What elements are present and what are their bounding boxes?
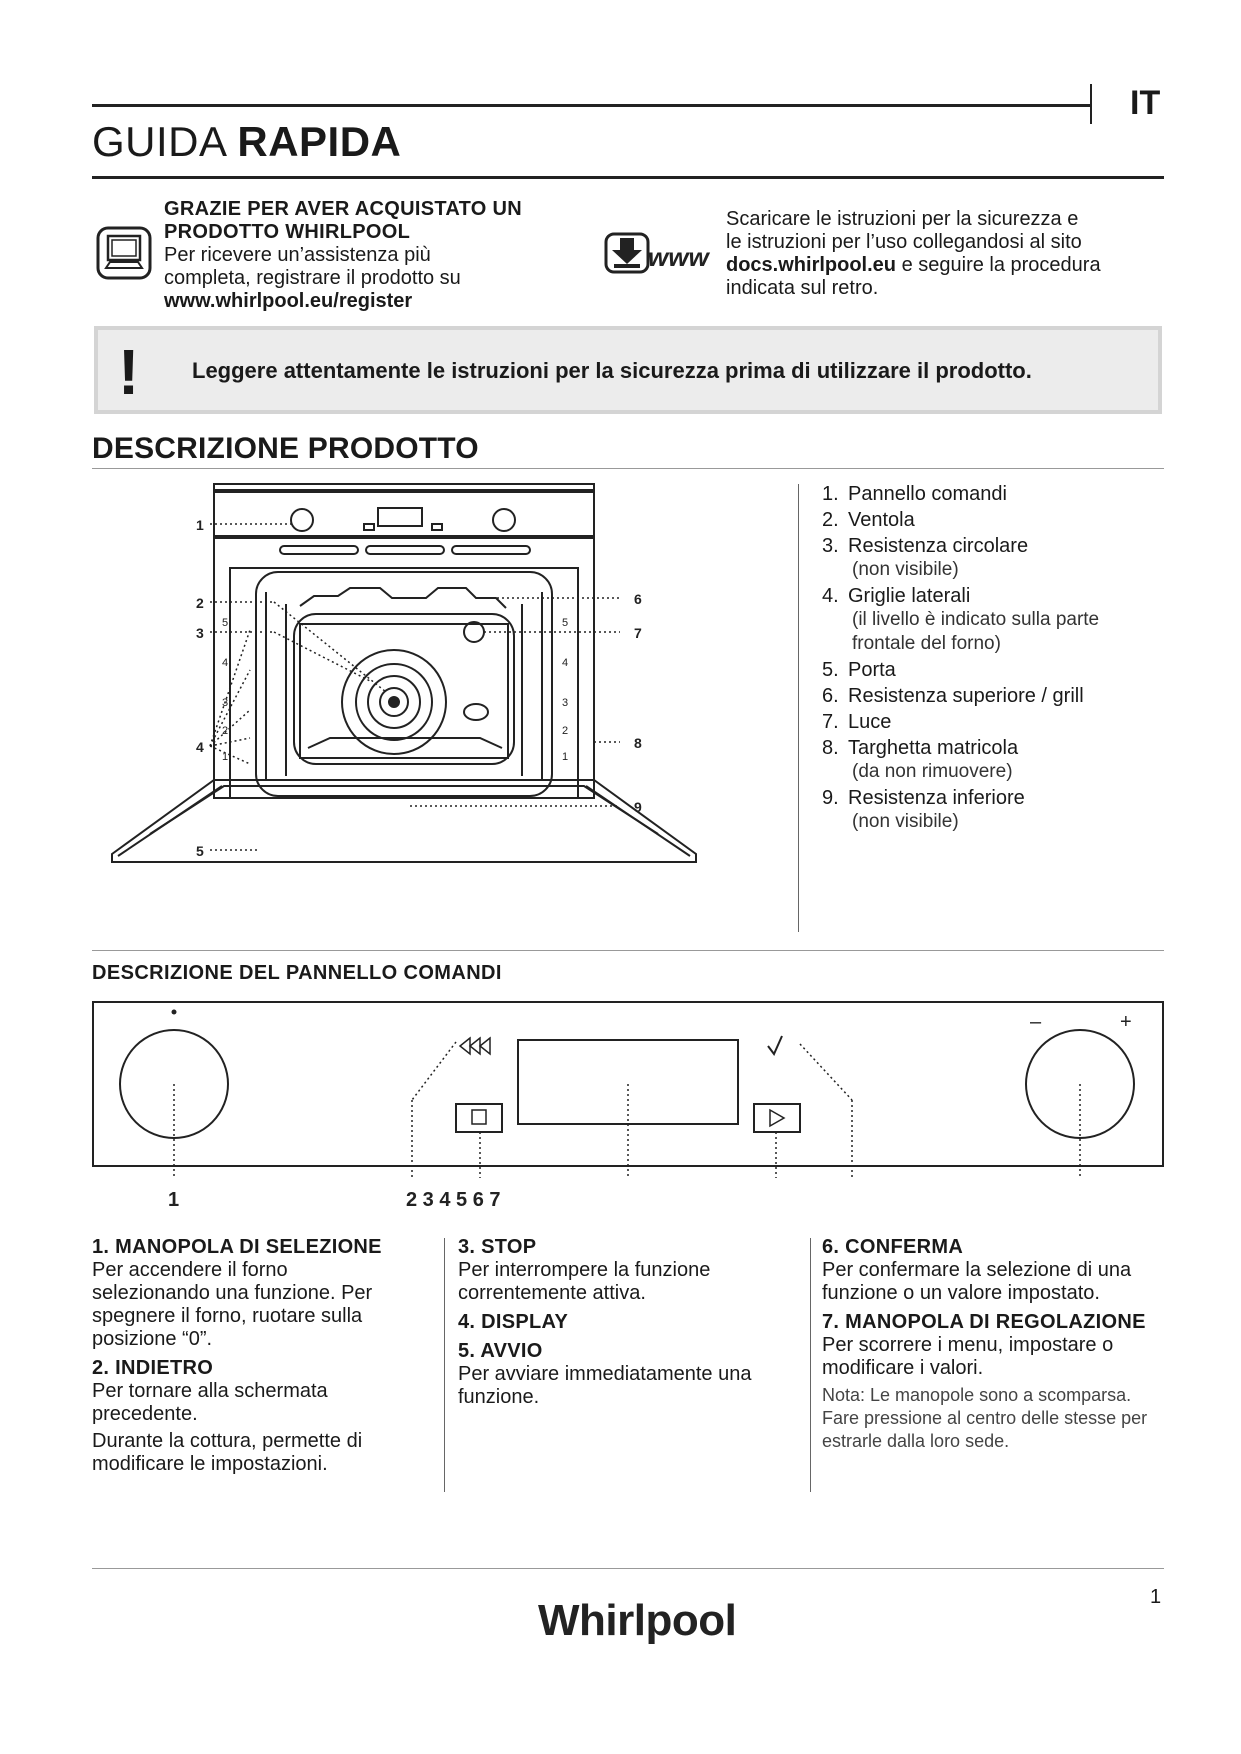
panel-col-1	[92, 1236, 432, 1476]
header-lang-divider	[1090, 84, 1092, 124]
callout-8: 8	[634, 735, 642, 751]
level-left-2: 2	[222, 725, 229, 737]
part-sub: (non visibile)	[852, 811, 959, 832]
intro-text-2: completa, registrare il prodotto su	[164, 267, 461, 289]
level-left-1: 1	[222, 751, 229, 763]
callout-2: 2	[196, 595, 204, 611]
part-label: Ventola	[848, 509, 915, 531]
callout-3: 3	[196, 625, 204, 641]
stop-icon	[472, 1110, 486, 1124]
part-num: 3.	[822, 535, 839, 557]
docs-link[interactable]: docs.whirlpool.eu	[726, 254, 897, 276]
part-label: Resistenza inferiore	[848, 787, 1025, 809]
title-bold: RAPIDA	[237, 118, 402, 165]
item-heading: 6. CONFERMA	[822, 1236, 964, 1258]
minus-label: –	[1030, 1011, 1042, 1033]
warning-exclamation-icon: !	[118, 336, 140, 408]
panel-label-1: 1	[168, 1189, 180, 1211]
level-right-5: 5	[562, 617, 569, 629]
play-icon	[770, 1110, 784, 1126]
header-bottom-rule	[92, 176, 1164, 179]
intro-heading-1: GRAZIE PER AVER ACQUISTATO UN	[164, 198, 522, 220]
header-top-rule	[92, 104, 1090, 107]
item-text: Per interrompere la funzione	[458, 1259, 711, 1281]
part-num: 7.	[822, 711, 839, 733]
footer-rule	[92, 1568, 1164, 1569]
title-light: GUIDA	[92, 118, 226, 165]
page-number: 1	[1150, 1586, 1162, 1608]
item-text: funzione o un valore impostato.	[822, 1282, 1100, 1304]
item-heading: 7. MANOPOLA DI REGOLAZIONE	[822, 1311, 1146, 1333]
oven-diagram	[110, 480, 710, 940]
level-left-4: 4	[222, 657, 229, 669]
item-text: precedente.	[92, 1403, 198, 1425]
parts-list	[822, 482, 1182, 836]
part-num: 6.	[822, 685, 839, 707]
item-text: selezionando una funzione. Per	[92, 1282, 373, 1304]
level-left-5: 5	[222, 617, 229, 629]
callout-5: 5	[196, 843, 204, 859]
page-title	[92, 118, 401, 166]
note-line: Nota: Le manopole sono a scomparsa.	[822, 1385, 1132, 1405]
item-text: Per tornare alla schermata	[92, 1380, 328, 1402]
note-line: estrarle dalla loro sede.	[822, 1431, 1010, 1451]
callout-1: 1	[196, 517, 204, 533]
part-num: 5.	[822, 659, 839, 681]
item-text: Per accendere il forno	[92, 1259, 288, 1281]
part-item	[822, 786, 1182, 834]
col-divider-2	[810, 1238, 811, 1492]
control-panel-diagram	[92, 1000, 1166, 1212]
note-line: Fare pressione al centro delle stesse per	[822, 1408, 1148, 1428]
part-label: Griglie laterali	[848, 585, 971, 607]
part-item	[822, 482, 1182, 506]
level-right-3: 3	[562, 697, 569, 709]
item-text: correntemente attiva.	[458, 1282, 646, 1304]
callout-6: 6	[634, 591, 642, 607]
panel-label-group: 2 3 4 5 6 7	[406, 1189, 501, 1211]
intro-right-3-tail: e seguire la procedura	[896, 254, 1101, 276]
part-label: Pannello comandi	[848, 483, 1007, 505]
part-label: Resistenza superiore / grill	[848, 685, 1084, 707]
section-title-description: DESCRIZIONE PRODOTTO	[92, 432, 479, 465]
intro-right-4: indicata sul retro.	[726, 277, 879, 299]
intro-right-2: le istruzioni per l’uso collegandosi al sito	[726, 231, 1082, 253]
part-sub: (il livello è indicato sulla parte	[852, 609, 1100, 630]
part-label: Luce	[848, 711, 892, 733]
item-text: Durante la cottura, permette di	[92, 1430, 363, 1452]
item-heading: 1. MANOPOLA DI SELEZIONE	[92, 1236, 382, 1258]
level-right-2: 2	[562, 725, 569, 737]
part-item	[822, 584, 1182, 656]
item-text: Per confermare la selezione di una	[822, 1259, 1132, 1281]
item-text: Per avviare immediatamente una	[458, 1363, 752, 1385]
panel-section-rule	[92, 950, 1164, 951]
note-text	[822, 1384, 1166, 1453]
item-text: posizione “0”.	[92, 1328, 213, 1350]
item-heading: 5. AVVIO	[458, 1340, 543, 1362]
level-right-1: 1	[562, 751, 569, 763]
part-item	[822, 508, 1182, 532]
intro-register	[164, 198, 584, 313]
item-text: funzione.	[458, 1386, 540, 1408]
section-rule	[92, 468, 1164, 469]
part-num: 1.	[822, 483, 839, 505]
level-right-4: 4	[562, 657, 569, 669]
intro-right-3	[726, 254, 1196, 277]
item-heading: 3. STOP	[458, 1236, 537, 1258]
start-button	[754, 1104, 800, 1132]
part-item	[822, 736, 1182, 784]
safety-warning-text: Leggere attentamente le istruzioni per la sicurezza prima di utilizzare il prodotto.	[192, 358, 1032, 383]
part-num: 4.	[822, 585, 839, 607]
download-icon	[604, 230, 720, 283]
computer-icon	[96, 226, 152, 287]
panel-col-2	[458, 1236, 798, 1409]
parts-divider	[798, 484, 799, 932]
intro-heading-2: PRODOTTO WHIRLPOOL	[164, 221, 411, 243]
language-code: IT	[1130, 84, 1161, 122]
brand-logo: Whirlpool	[538, 1596, 737, 1645]
back-icon	[460, 1038, 490, 1054]
section-title-panel: DESCRIZIONE DEL PANNELLO COMANDI	[92, 962, 502, 984]
callout-7: 7	[634, 625, 642, 641]
col-divider-1	[444, 1238, 445, 1492]
item-heading: 2. INDIETRO	[92, 1357, 214, 1379]
part-sub: frontale del forno)	[852, 633, 1001, 654]
display-screen	[518, 1040, 738, 1124]
plus-label: +	[1120, 1011, 1132, 1033]
stop-button	[456, 1104, 502, 1132]
part-item	[822, 684, 1182, 708]
item-text: Per scorrere i menu, impostare o	[822, 1334, 1114, 1356]
part-item	[822, 710, 1182, 734]
level-left-3: 3	[222, 697, 229, 709]
confirm-check-icon	[768, 1036, 782, 1054]
callout-4: 4	[196, 739, 204, 755]
callout-9: 9	[634, 799, 642, 815]
part-num: 2.	[822, 509, 839, 531]
part-item	[822, 658, 1182, 682]
part-num: 9.	[822, 787, 839, 809]
part-label: Resistenza circolare	[848, 535, 1029, 557]
item-text: modificare i valori.	[822, 1357, 984, 1379]
part-label: Porta	[848, 659, 896, 681]
intro-text-1: Per ricevere un’assistenza più	[164, 244, 431, 266]
www-label: www	[648, 242, 709, 272]
part-sub: (non visibile)	[852, 559, 959, 580]
item-text: spegnere il forno, ruotare sulla	[92, 1305, 363, 1327]
part-item	[822, 534, 1182, 582]
intro-download	[726, 208, 1196, 300]
part-label: Targhetta matricola	[848, 737, 1019, 759]
panel-col-3	[822, 1236, 1166, 1453]
intro-right-1: Scaricare le istruzioni per la sicurezza e	[726, 208, 1079, 230]
part-sub: (da non rimuovere)	[852, 761, 1013, 782]
part-num: 8.	[822, 737, 839, 759]
item-text: modificare le impostazioni.	[92, 1453, 328, 1475]
register-link[interactable]: www.whirlpool.eu/register	[164, 290, 413, 312]
item-heading: 4. DISPLAY	[458, 1311, 569, 1333]
